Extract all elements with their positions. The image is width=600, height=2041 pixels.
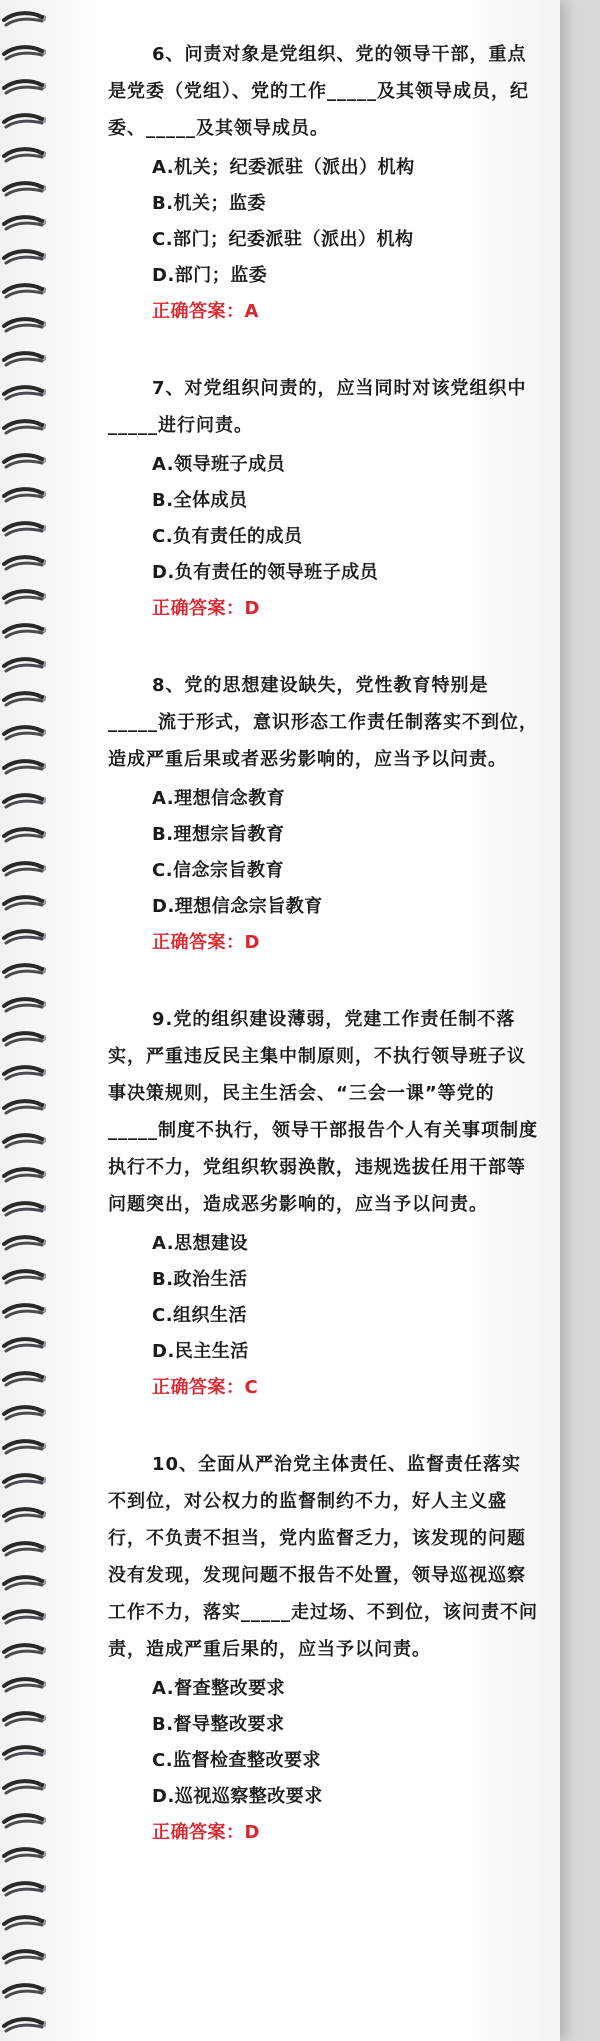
binding-ring [4, 1033, 46, 1045]
question-stem: 8、党的思想建设缺失，党性教育特别是_____流于形式，意识形态工作责任制落实不到位，造成严重后果或者恶劣影响的，应当予以问责。 [108, 675, 538, 770]
option-a: A.督查整改要求 [152, 1678, 286, 1699]
binding-ring [4, 1713, 46, 1725]
option-list [152, 1671, 538, 1815]
binding-ring [4, 1067, 46, 1079]
binding-ring [4, 1135, 46, 1147]
binding-ring [4, 1101, 46, 1113]
option-c: C.部门；纪委派驻（派出）机构 [152, 229, 414, 250]
option-a: A.理想信念教育 [152, 788, 286, 809]
question-6 [108, 36, 538, 330]
binding-ring [4, 1237, 46, 1249]
binding-ring [4, 1305, 46, 1317]
binding-ring [4, 1849, 46, 1861]
correct-answer: 正确答案：C [152, 1377, 259, 1398]
question-9 [108, 1001, 538, 1406]
option-c: C.信念宗旨教育 [152, 860, 285, 881]
binding-ring [4, 863, 46, 875]
binding-ring [4, 183, 46, 195]
binding-ring [4, 387, 46, 399]
binding-ring [4, 693, 46, 705]
binding-ring [4, 455, 46, 467]
option-list [152, 150, 538, 294]
option-c: C.监督检查整改要求 [152, 1750, 322, 1771]
binding-ring [4, 251, 46, 263]
binding-ring [4, 523, 46, 535]
option-a: A.思想建设 [152, 1233, 249, 1254]
binding-ring [4, 1203, 46, 1215]
question-8 [108, 667, 538, 961]
option-d: D.负有责任的领导班子成员 [152, 562, 379, 583]
option-list [152, 781, 538, 925]
binding-ring [4, 931, 46, 943]
binding-ring [4, 421, 46, 433]
binding-ring [4, 353, 46, 365]
binding-ring [4, 761, 46, 773]
binding-ring [4, 1407, 46, 1419]
correct-answer: 正确答案：D [152, 598, 260, 619]
option-b: B.机关；监委 [152, 193, 267, 214]
question-stem: 6、问责对象是党组织、党的领导干部，重点是党委（党组）、党的工作_____及其领导成员，纪委、_____及其领导成员。 [108, 44, 529, 139]
binding-ring [4, 1781, 46, 1793]
binding-ring [4, 1985, 46, 1997]
binding-ring [4, 47, 46, 59]
quiz-content [108, 36, 538, 1891]
binding-ring [4, 217, 46, 229]
binding-ring [4, 319, 46, 331]
option-d: D.部门；监委 [152, 265, 268, 286]
binding-ring [4, 13, 46, 25]
binding-ring [4, 727, 46, 739]
question-10 [108, 1446, 538, 1851]
spiral-binding [0, 0, 56, 2041]
correct-answer: 正确答案：A [152, 301, 259, 322]
option-b: B.全体成员 [152, 490, 248, 511]
binding-ring [4, 81, 46, 93]
binding-ring [4, 1373, 46, 1385]
option-b: B.理想宗旨教育 [152, 824, 285, 845]
binding-ring [4, 829, 46, 841]
option-a: A.领导班子成员 [152, 454, 286, 475]
binding-ring [4, 149, 46, 161]
binding-ring [4, 1271, 46, 1283]
option-c: C.负有责任的成员 [152, 526, 303, 547]
binding-ring [4, 1543, 46, 1555]
binding-ring [4, 1475, 46, 1487]
binding-ring [4, 1679, 46, 1691]
binding-ring [4, 591, 46, 603]
binding-ring [4, 999, 46, 1011]
binding-ring [4, 1883, 46, 1895]
binding-ring [4, 1441, 46, 1453]
option-b: B.政治生活 [152, 1269, 248, 1290]
binding-ring [4, 1815, 46, 1827]
question-stem: 7、对党组织问责的，应当同时对该党组织中_____进行问责。 [108, 378, 527, 436]
binding-ring [4, 489, 46, 501]
question-7 [108, 370, 538, 627]
binding-ring [4, 1339, 46, 1351]
binding-ring [4, 285, 46, 297]
option-d: D.民主生活 [152, 1341, 249, 1362]
binding-ring [4, 557, 46, 569]
option-list [152, 1226, 538, 1370]
binding-ring [4, 1747, 46, 1759]
binding-ring [4, 1645, 46, 1657]
binding-ring [4, 1169, 46, 1181]
option-d: D.理想信念宗旨教育 [152, 896, 323, 917]
question-stem: 9.党的组织建设薄弱，党建工作责任制不落实，严重违反民主集中制原则，不执行领导班子议事决策规则，民主生活会、“三会一课”等党的_____制度不执行，领导干部报告个人有关事项制度执行不力，党组织软弱涣散，违规选拔任用干部等问题突出，造成恶劣影响的，应当予以问责。 [108, 1009, 538, 1215]
correct-answer: 正确答案：D [152, 1822, 260, 1843]
option-c: C.组织生活 [152, 1305, 248, 1326]
binding-ring [4, 1611, 46, 1623]
option-b: B.督导整改要求 [152, 1714, 285, 1735]
binding-ring [4, 965, 46, 977]
binding-ring [4, 625, 46, 637]
question-stem: 10、全面从严治党主体责任、监督责任落实不到位，对公权力的监督制约不力，好人主义盛行，不负责不担当，党内监督乏力，该发现的问题没有发现，发现问题不报告不处置，领导巡视巡察工作不力，落实_____走过场、不到位，该问责不问责，造成严重后果的，应当予以问责。 [108, 1454, 538, 1660]
option-d: D.巡视巡察整改要求 [152, 1786, 323, 1807]
binding-ring [4, 1509, 46, 1521]
binding-ring [4, 1577, 46, 1589]
binding-ring [4, 795, 46, 807]
binding-ring [4, 2019, 46, 2031]
option-a: A.机关；纪委派驻（派出）机构 [152, 157, 415, 178]
binding-ring [4, 659, 46, 671]
binding-ring [4, 1951, 46, 1963]
binding-ring [4, 1917, 46, 1929]
option-list [152, 447, 538, 591]
correct-answer: 正确答案：D [152, 932, 260, 953]
binding-ring [4, 115, 46, 127]
binding-ring [4, 897, 46, 909]
